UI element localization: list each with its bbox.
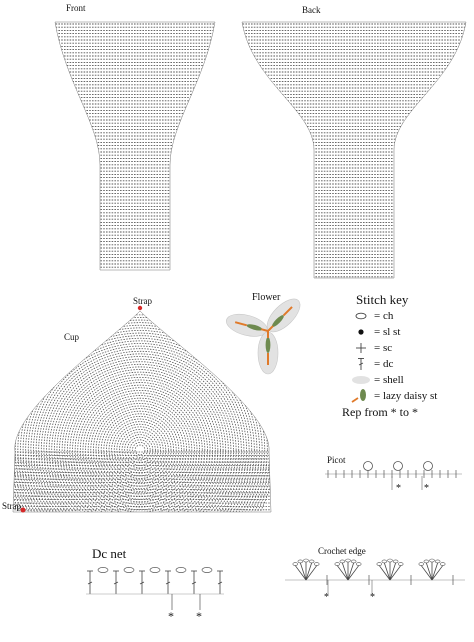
- key-row-sl-st: [350, 325, 400, 339]
- edge-repeat-mark-2: *: [370, 592, 375, 603]
- chain-loop: [98, 567, 108, 572]
- shell-fan: [419, 559, 445, 580]
- key-label-sc: = sc: [374, 342, 393, 354]
- chain-loop: [124, 567, 134, 572]
- picot-loop: [364, 462, 373, 471]
- strap-marker-left: [21, 508, 26, 513]
- chain-loop: [202, 567, 212, 572]
- dc-net-label: Dc net: [92, 546, 127, 561]
- lazy-daisy-stitch: [266, 337, 271, 353]
- repeat-note: Rep from * to *: [342, 405, 418, 419]
- cup-stitch-rows: [5, 315, 275, 585]
- shell-fan: [377, 559, 403, 580]
- key-row-sc: [350, 341, 392, 355]
- dc-net-chart: [86, 567, 224, 610]
- shell-fan: [293, 559, 319, 580]
- strap-left-label: Strap: [2, 501, 21, 511]
- sc-icon: [350, 341, 372, 355]
- key-label-dc: = dc: [374, 358, 394, 370]
- edge-repeat-mark-1: *: [324, 592, 329, 603]
- panel-outline: [242, 22, 466, 278]
- dc-net-repeat-mark-1: *: [168, 609, 174, 623]
- key-row-shell: [350, 373, 404, 387]
- key-row-ch: [350, 309, 393, 323]
- picot-loop: [424, 462, 433, 471]
- shell-icon: [350, 373, 372, 387]
- strap-marker-top: [138, 306, 142, 310]
- chain-loop: [150, 567, 160, 572]
- stitch-rows: [237, 24, 471, 277]
- stitch-key-title: Stitch key: [356, 292, 409, 307]
- picot-chart: [325, 462, 462, 491]
- key-label-lazy-daisy: = lazy daisy st: [374, 390, 438, 402]
- stitch-rows: [50, 24, 220, 267]
- flower-petal: [258, 331, 278, 374]
- shell-fan: [335, 559, 361, 580]
- front-panel-chart: [50, 22, 220, 270]
- crochet-edge-label: Crochet edge: [318, 546, 366, 556]
- dc-net-repeat-mark-2: *: [196, 609, 202, 623]
- picot-repeat-mark-2: *: [424, 483, 429, 494]
- flower-chart: [224, 294, 306, 374]
- back-label: Back: [302, 5, 321, 15]
- cup-chart: [5, 306, 275, 585]
- front-label: Front: [66, 3, 86, 13]
- chain-loop: [176, 567, 186, 572]
- cup-label: Cup: [64, 332, 80, 342]
- strap-top-label: Strap: [133, 296, 152, 306]
- key-row-lazy-daisy: [350, 389, 437, 403]
- sl-st-icon: [350, 325, 372, 339]
- key-row-dc: [350, 357, 393, 371]
- picot-loop: [394, 462, 403, 471]
- picot-repeat-mark-1: *: [396, 483, 401, 494]
- picot-label: Picot: [327, 455, 346, 465]
- key-label-shell: = shell: [374, 374, 404, 386]
- back-panel-chart: [237, 22, 471, 278]
- key-label-sl-st: = sl st: [374, 326, 401, 338]
- flower-label: Flower: [252, 292, 281, 303]
- dc-icon: [350, 357, 372, 371]
- ch-icon: [350, 309, 372, 323]
- crochet-edge-chart: [285, 559, 465, 594]
- key-label-ch: = ch: [374, 310, 394, 322]
- lazy-daisy-icon: [350, 389, 372, 403]
